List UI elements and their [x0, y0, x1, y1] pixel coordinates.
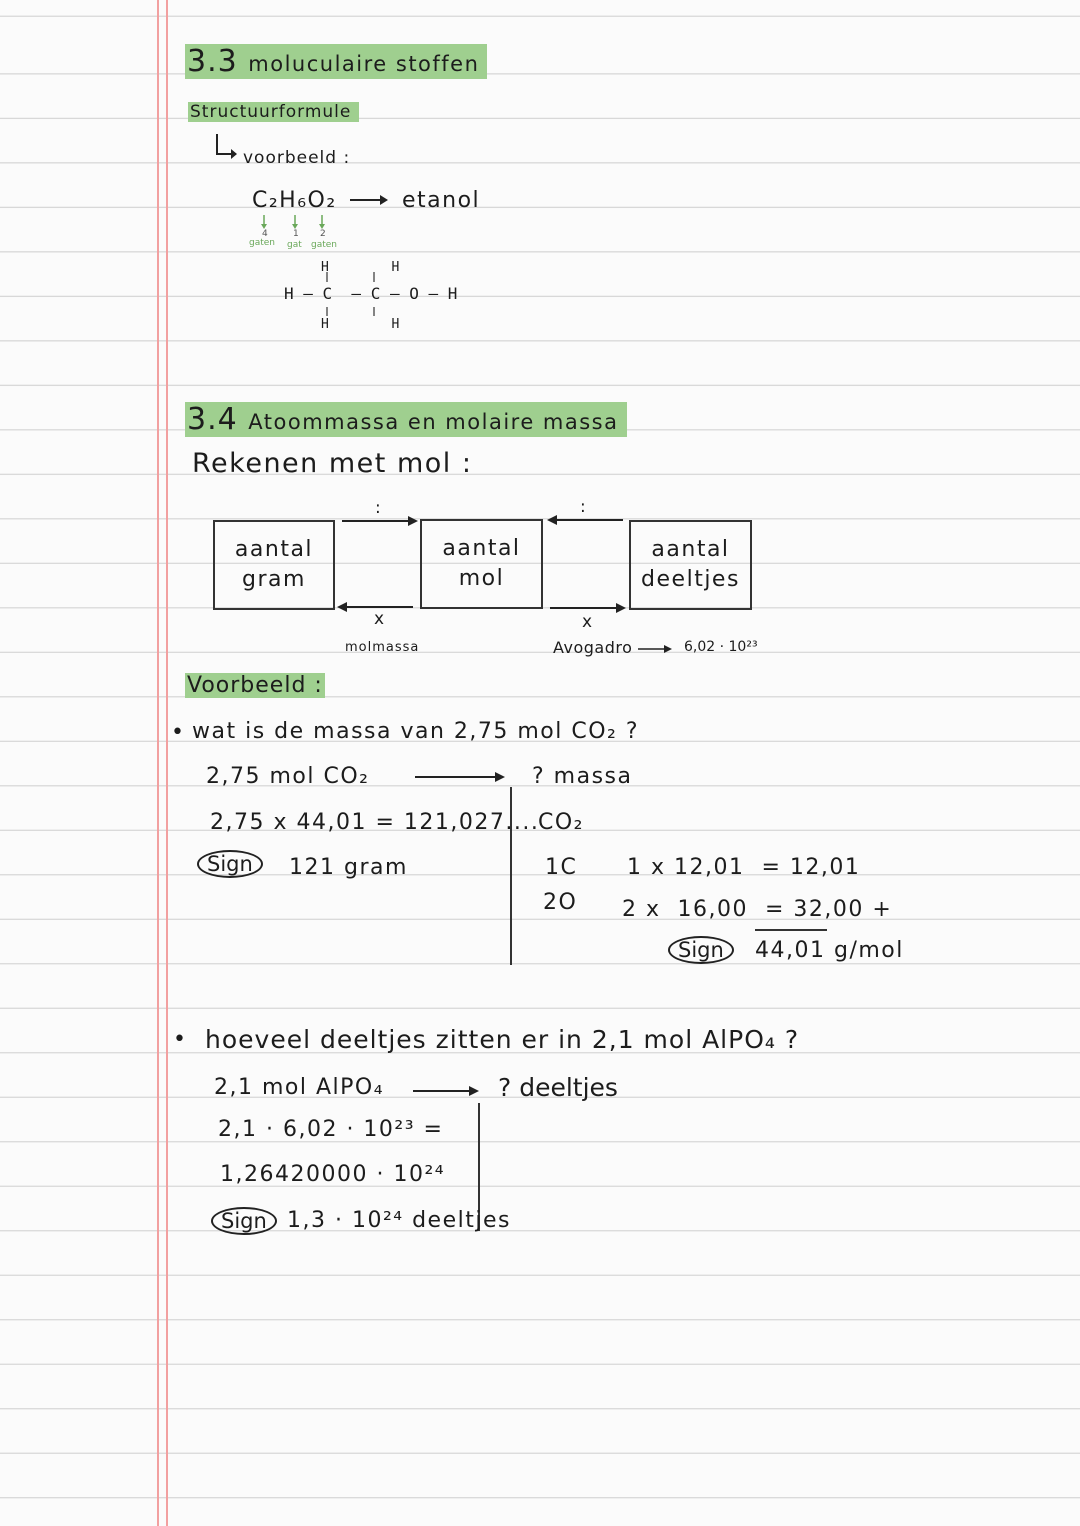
example1-row1-calc: 1 x 12,01 = 12,01: [627, 855, 861, 880]
example1-sum-line: [755, 929, 827, 931]
example2-question: hoeveel deeltjes zitten er in 2,1 mol AlPO₄ ?: [205, 1025, 800, 1054]
example2-sign-row: [211, 1207, 277, 1235]
box-deeltjes-line1: aantal: [651, 537, 730, 562]
box-deeltjes-line2: deeltjes: [641, 567, 740, 592]
voorbeeld-heading: [185, 673, 325, 698]
molmassa-label: molmassa: [345, 640, 420, 655]
multiply-symbol-2: x: [582, 612, 594, 632]
structure-bonds: [320, 270, 380, 320]
voorbeeld-label: voorbeeld :: [243, 148, 351, 168]
example1-calc: 2,75 x 44,01 = 121,027....: [210, 810, 540, 835]
arrow-right-icon: [350, 193, 390, 207]
example1-sign-row: [197, 850, 263, 878]
example2-answer: 1,3 · 10²⁴ deeltjes: [287, 1208, 511, 1233]
atom-note-1: 4: [262, 229, 268, 239]
sign-badge: Sign: [668, 936, 734, 964]
bullet-2: •: [173, 1027, 188, 1052]
box-aantal-deeltjes: [629, 520, 752, 610]
margin-line-right: [166, 0, 168, 1526]
example1-row2-calc: 2 x 16,00 = 32,00 +: [622, 897, 893, 922]
avogadro-value: 6,02 · 10²³: [684, 639, 758, 655]
voorbeeld-heading-label: Voorbeeld :: [187, 673, 323, 698]
structuurformule-heading: [188, 102, 359, 122]
example2-target: ? deeltjes: [498, 1073, 618, 1102]
rekenen-met-mol-heading: Rekenen met mol :: [192, 448, 473, 479]
example1-target: ? massa: [532, 764, 633, 789]
divide-symbol-2: :: [580, 497, 587, 517]
example1-total: 44,01 g/mol: [755, 938, 904, 963]
molecular-formula: C₂H₆O₂: [252, 188, 337, 213]
example2-calc2: 1,26420000 · 10²⁴: [220, 1162, 446, 1187]
multiply-symbol-1: x: [374, 609, 386, 629]
box-gram-line1: aantal: [234, 537, 314, 562]
section-number: 3.3: [187, 44, 238, 79]
structure-line-bottom: H H: [321, 317, 400, 332]
arrow-return-icon: [212, 132, 242, 162]
box-aantal-mol: [420, 519, 543, 609]
section-3-3-heading: [185, 44, 487, 79]
atom-note-word-1: gaten: [249, 238, 275, 248]
section-3-4-heading: [185, 402, 627, 437]
box-gram-line2: gram: [242, 567, 306, 592]
example2-given: 2,1 mol AlPO₄: [214, 1075, 385, 1100]
example1-side-formula: CO₂: [538, 810, 584, 835]
structuurformule-label: Structuurformule: [188, 102, 359, 122]
atom-note-word-2: gat: [287, 240, 302, 250]
example1-row1-atom: 1C: [545, 855, 578, 880]
bullet-1: •: [171, 720, 186, 745]
margin-line-left: [157, 0, 159, 1526]
avogadro-label: Avogadro: [553, 638, 633, 657]
compound-name: etanol: [402, 188, 481, 213]
atom-note-3: 2: [320, 229, 326, 239]
structure-line-middle: H – C – C – O – H: [284, 284, 458, 303]
atom-note-word-3: gaten: [311, 240, 337, 250]
example1-answer: 121 gram: [289, 855, 408, 880]
structure-line-top: H H: [321, 260, 400, 275]
box-mol-line1: aantal: [442, 536, 521, 561]
atom-note-2: 1: [293, 229, 299, 239]
sign-badge: Sign: [211, 1207, 277, 1235]
section-title: moluculaire stoffen: [248, 52, 480, 76]
sign-badge: Sign: [197, 850, 263, 878]
example2-arrow-icon: [413, 1084, 481, 1098]
example1-arrow-icon: [415, 770, 507, 784]
example2-calc1: 2,1 · 6,02 · 10²³ =: [218, 1117, 444, 1142]
green-note-arrows: [255, 215, 345, 237]
example1-row2-atom: 2O: [543, 890, 578, 915]
example1-sign-row-2: [668, 936, 734, 964]
example1-given: 2,75 mol CO₂: [206, 764, 370, 789]
box-aantal-gram: [213, 520, 335, 610]
section-title: Atoommassa en molaire massa: [248, 410, 619, 434]
box-mol-line2: mol: [458, 566, 505, 591]
example1-question: wat is de massa van 2,75 mol CO₂ ?: [192, 719, 640, 744]
arrow-avogadro-icon: [638, 643, 674, 655]
divide-symbol-1: :: [375, 498, 382, 518]
section-number: 3.4: [187, 402, 238, 437]
